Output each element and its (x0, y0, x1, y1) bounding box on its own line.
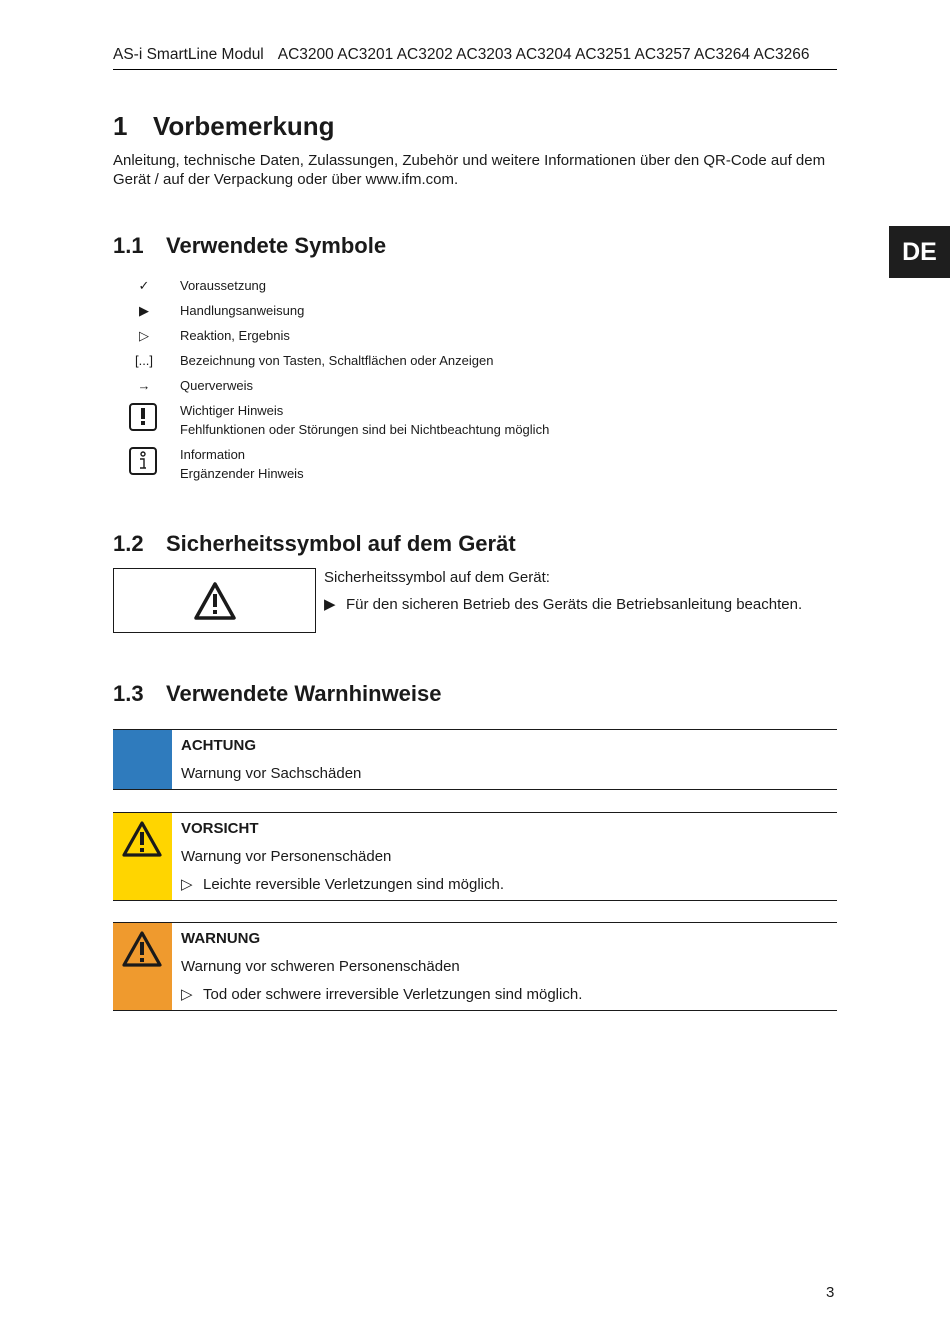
language-tab: DE (889, 226, 950, 278)
warning-top-rule (113, 812, 837, 813)
result-text: Tod oder schwere irreversible Verletzungen sind möglich. (203, 986, 583, 1003)
warning-triangle-icon (121, 930, 163, 968)
warning-triangle-icon (121, 820, 163, 858)
section-number: 1.1 (113, 233, 144, 258)
arrow-right-icon: → (137, 378, 151, 393)
instruction-text: Für den sicheren Betrieb des Geräts die Betriebsanleitung beachten. (346, 596, 803, 613)
symbol-row-wichtiger-hinweis (113, 401, 813, 441)
exclamation-box-icon (129, 403, 157, 431)
section-title: Verwendete Warnhinweise (166, 681, 442, 706)
warning-result (181, 985, 582, 1003)
section-title: Sicherheitssymbol auf dem Gerät (166, 531, 516, 556)
symbol-subtext: Fehlfunktionen oder Störungen sind bei Nichtbeachtung möglich (180, 422, 550, 437)
symbol-text: Bezeichnung von Tasten, Schaltflächen oder Anzeigen (180, 353, 494, 368)
symbol-text: Information (180, 447, 246, 462)
warning-bottom-rule (113, 1010, 837, 1011)
intro-paragraph: Anleitung, technische Daten, Zulassungen, Zubehör und weitere Informationen über den QR-Code auf dem Gerät / auf der Verpackung oder über www.ifm.com. (113, 152, 826, 188)
filled-triangle-icon: ▶ (139, 303, 149, 318)
warning-bottom-rule (113, 789, 837, 790)
warning-top-rule (113, 729, 837, 730)
symbol-text: Voraussetzung (180, 278, 267, 293)
section-1-2-heading (113, 531, 516, 557)
result-text: Leichte reversible Verletzungen sind möglich. (203, 876, 505, 893)
section-title: Vorbemerkung (153, 111, 335, 141)
header-product: AS-i SmartLine Modul (113, 46, 264, 63)
section-1-3-heading (113, 681, 442, 707)
warning-title: VORSICHT (181, 820, 259, 837)
warning-description: Warnung vor Sachschäden (181, 765, 362, 782)
warning-block-vorsicht (113, 812, 837, 901)
symbol-text: Querverweis (180, 378, 253, 393)
section-1-1-heading (113, 233, 386, 259)
warning-block-warnung (113, 922, 837, 1011)
section-title: Verwendete Symbole (166, 233, 387, 258)
header-models: AC3200 AC3201 AC3202 AC3203 AC3204 AC3251 AC3257 AC3264 AC3266 (277, 46, 810, 63)
section-number: 1.3 (113, 681, 144, 706)
warning-result (181, 875, 504, 893)
outline-triangle-icon: ▷ (181, 986, 193, 1003)
running-header (113, 46, 837, 64)
outline-triangle-icon: ▷ (139, 328, 149, 343)
warning-description: Warnung vor schweren Personenschäden (181, 958, 460, 975)
warning-bottom-rule (113, 900, 837, 901)
page-number: 3 (826, 1284, 835, 1301)
warning-triangle-icon (193, 581, 237, 621)
warning-title: ACHTUNG (181, 737, 256, 754)
symbol-row-information (113, 445, 813, 485)
outline-triangle-icon: ▷ (181, 876, 193, 893)
safety-symbol-label: Sicherheitssymbol auf dem Gerät: (324, 569, 550, 586)
section-1-heading (113, 111, 335, 142)
notice-color-bar (113, 729, 172, 790)
info-box-icon (129, 447, 157, 475)
safety-instruction (324, 595, 802, 614)
warning-title: WARNUNG (181, 930, 261, 947)
warning-description: Warnung vor Personenschäden (181, 848, 392, 865)
warning-block-achtung (113, 729, 837, 790)
checkmark-icon: ✓ (138, 278, 150, 293)
section-number: 1 (113, 111, 128, 141)
symbol-subtext: Ergänzender Hinweis (180, 466, 304, 481)
symbol-text: Reaktion, Ergebnis (180, 328, 290, 343)
header-divider (113, 69, 837, 70)
warning-top-rule (113, 922, 837, 923)
safety-symbol-frame (113, 568, 316, 633)
brackets-icon: [...] (134, 353, 154, 368)
symbol-text: Wichtiger Hinweis (180, 403, 284, 418)
symbol-text: Handlungsanweisung (180, 303, 305, 318)
filled-triangle-icon: ▶ (324, 596, 336, 613)
section-number: 1.2 (113, 531, 144, 556)
